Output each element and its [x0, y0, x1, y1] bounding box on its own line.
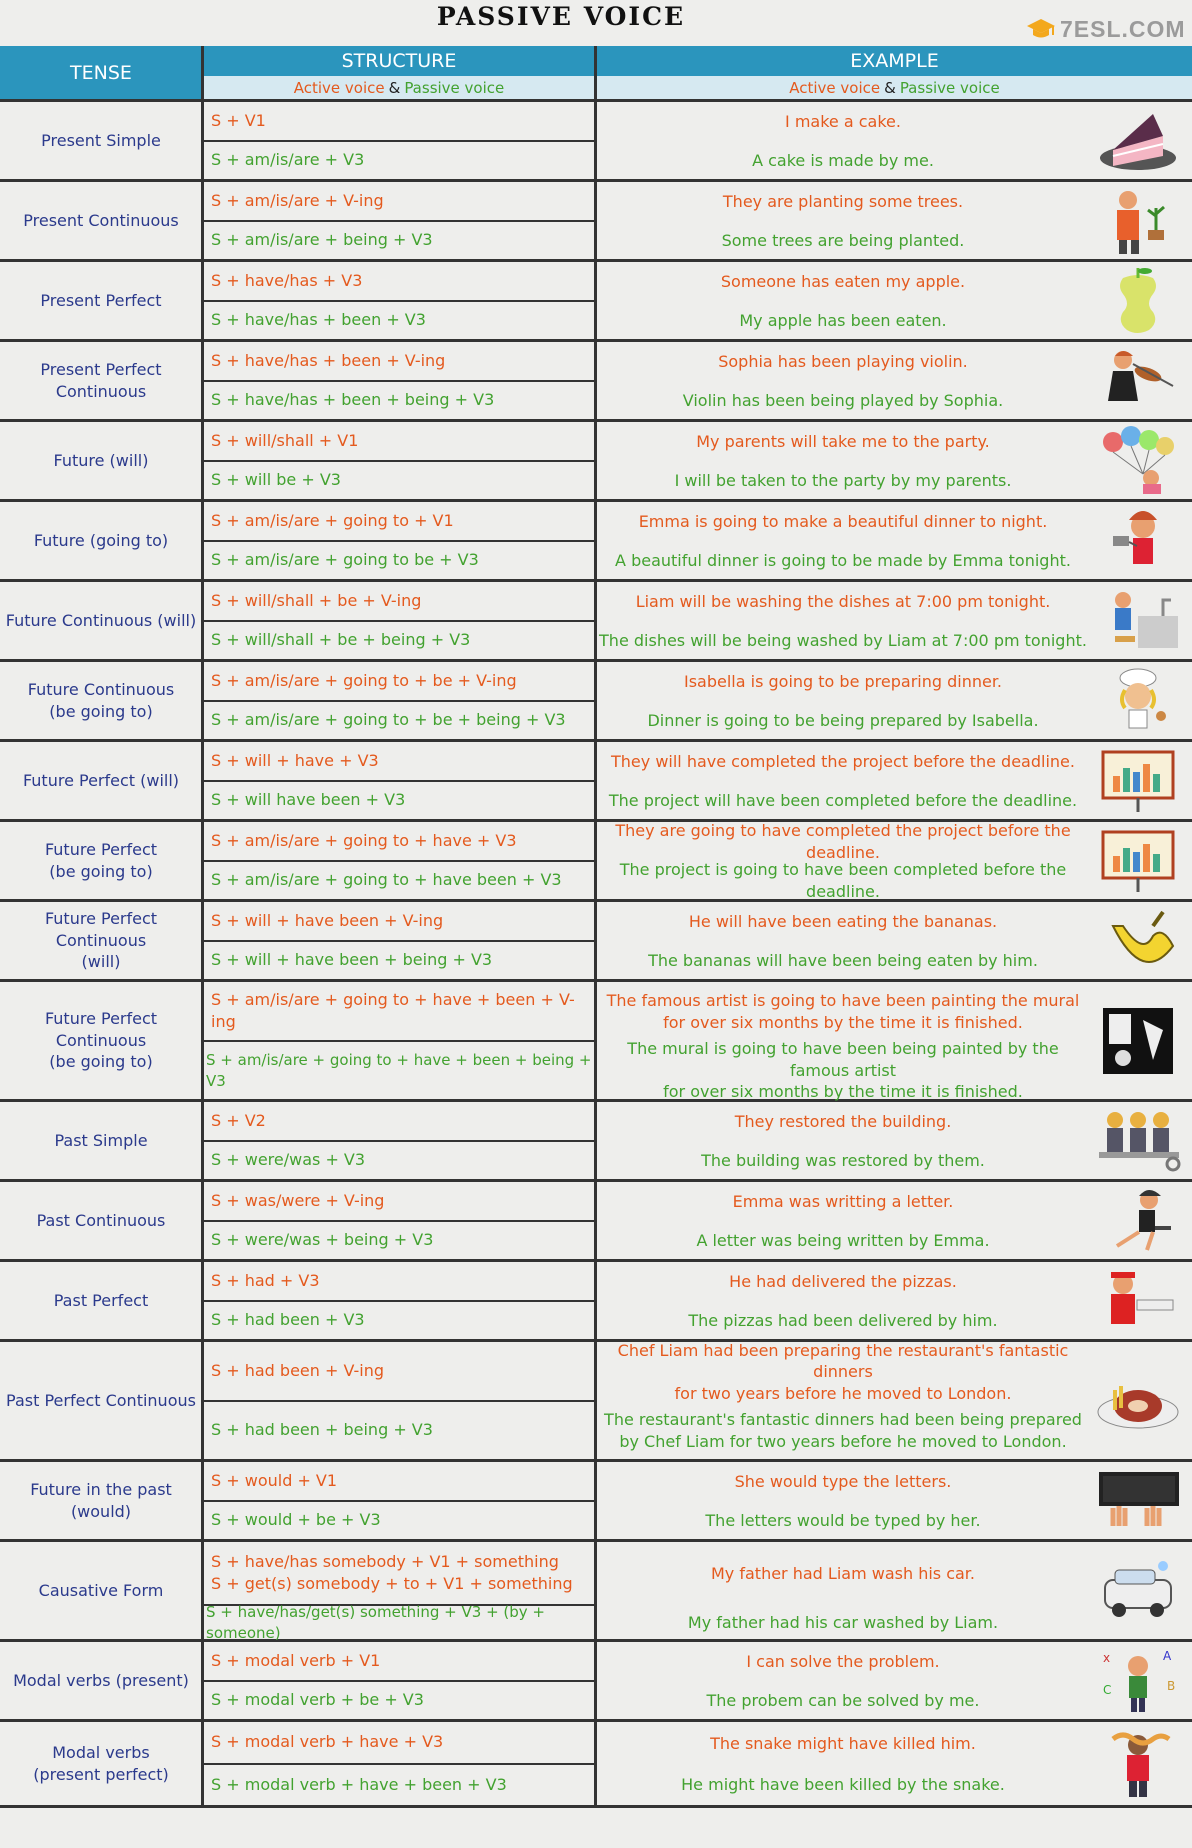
example-active: Isabella is going to be preparing dinner. — [683, 672, 1003, 692]
svg-text:C: C — [1103, 1682, 1112, 1697]
svg-text:A: A — [1163, 1648, 1172, 1663]
example-passive: Violin has been being played by Sophia. — [682, 390, 1004, 410]
structure-passive: S + am/is/are + going to + have + been + being + V3 — [206, 1050, 592, 1090]
structure-active: S + have/has + been + V-ing — [204, 342, 594, 382]
structure-active: S + have/has somebody + V1 + something S + get(s) somebody + to + V1 + something — [204, 1542, 594, 1606]
tense-name: Future Perfect Continuous (be going to) — [44, 1009, 158, 1072]
tense-name: Present Perfect — [40, 290, 162, 310]
structure-passive: S + would + be + V3 — [211, 1510, 381, 1530]
tense-name: Causative Form — [38, 1580, 164, 1600]
ampersand: & — [884, 78, 896, 97]
tense-name: Future Perfect (will) — [22, 770, 180, 790]
example-passive: The project is going to have been completed before the deadline. — [619, 859, 1067, 901]
structure-passive: S + modal verb + be + V3 — [211, 1690, 424, 1710]
chef-girl-icon — [1088, 662, 1188, 739]
example-passive: My apple has been eaten. — [739, 310, 947, 330]
example-active: Emma is going to make a beautiful dinner to night. — [638, 512, 1048, 532]
car-wash-icon — [1088, 1542, 1188, 1639]
structure-active: S + am/is/are + going to + V1 — [204, 502, 594, 542]
steak-dinner-icon — [1088, 1342, 1188, 1459]
page-title: PASSIVE VOICE — [436, 2, 686, 31]
structure-passive: S + will + have been + being + V3 — [211, 950, 493, 970]
example-active: Chef Liam had been preparing the restaurant's fantastic dinners for two years before he moved to London. — [617, 1340, 1069, 1403]
tense-name: Modal verbs (present perfect) — [33, 1742, 169, 1784]
structure-active: S + am/is/are + going to + be + V-ing — [204, 662, 594, 702]
example-passive: The mural is going to have been being painted by the famous artist for over six months by the time it is finished. — [627, 1039, 1059, 1102]
banana-icon — [1088, 902, 1188, 979]
tense-name: Present Simple — [41, 130, 161, 150]
structure-passive: S + have/has + been + being + V3 — [211, 390, 495, 410]
structure-active: S + am/is/are + going to + have + been + V-ing — [204, 982, 594, 1042]
example-active: Sophia has been playing violin. — [718, 352, 968, 372]
example-passive: The restaurant's fantastic dinners had been being prepared by Chef Liam for two years before he moved to London. — [604, 1409, 1082, 1451]
structure-active: S + am/is/are + going to + have + V3 — [204, 822, 594, 862]
active-voice-label: Active voice — [293, 78, 385, 97]
table-row — [0, 1462, 1192, 1542]
example-passive: The dishes will be being washed by Liam at 7:00 pm tonight. — [599, 630, 1087, 650]
active-voice-label: Active voice — [789, 78, 881, 97]
passive-voice-label: Passive voice — [899, 78, 1000, 97]
table-row — [0, 342, 1192, 422]
table-row — [0, 902, 1192, 982]
example-passive: A letter was being written by Emma. — [696, 1230, 990, 1250]
example-passive: The project will have been completed before the deadline. — [608, 790, 1078, 810]
example-passive: A cake is made by me. — [752, 150, 934, 170]
structure-active: S + am/is/are + V-ing — [204, 182, 594, 222]
example-active: Someone has eaten my apple. — [720, 272, 966, 292]
example-passive: The pizzas had been delivered by him. — [688, 1310, 998, 1330]
table-row — [0, 822, 1192, 902]
mural-painting-icon — [1088, 982, 1188, 1099]
example-active: I make a cake. — [785, 112, 901, 132]
tense-name: Modal verbs (present) — [13, 1670, 189, 1690]
cook-girl-icon — [1088, 502, 1188, 579]
example-active: He had delivered the pizzas. — [729, 1272, 957, 1292]
header-tense-label: TENSE — [70, 61, 132, 84]
man-planting-tree-icon — [1088, 182, 1188, 259]
structure-passive: S + am/is/are + going to + have been + V3 — [211, 870, 562, 890]
header-example — [597, 46, 1192, 102]
table-row — [0, 422, 1192, 502]
woman-writing-icon — [1088, 1182, 1188, 1259]
example-passive: I will be taken to the party by my parents. — [674, 470, 1012, 490]
passive-voice-label: Passive voice — [404, 78, 505, 97]
example-passive: A beautiful dinner is going to be made by Emma tonight. — [615, 550, 1071, 570]
example-active: He will have been eating the bananas. — [688, 912, 998, 932]
header-tense — [0, 46, 202, 102]
table-row — [0, 742, 1192, 822]
header-structure-label: STRUCTURE — [341, 50, 457, 72]
svg-text:B: B — [1167, 1678, 1176, 1693]
table-row — [0, 1262, 1192, 1342]
structure-active: S + would + V1 — [204, 1462, 594, 1502]
structure-passive: S + am/is/are + going to be + V3 — [211, 550, 479, 570]
example-passive: The building was restored by them. — [701, 1150, 985, 1170]
example-passive: The letters would be typed by her. — [705, 1510, 981, 1530]
table-row — [0, 502, 1192, 582]
structure-active: S + will/shall + be + V-ing — [204, 582, 594, 622]
structure-active: S + had been + V-ing — [204, 1342, 594, 1402]
header-structure-sub — [204, 76, 594, 99]
tense-name: Present Continuous — [23, 210, 179, 230]
example-active: Liam will be washing the dishes at 7:00 pm tonight. — [635, 592, 1051, 612]
table-row — [0, 262, 1192, 342]
tense-name: Past Perfect Continuous — [6, 1390, 196, 1410]
tense-name: Future Perfect Continuous (will) — [44, 909, 158, 972]
tense-name: Future (going to) — [33, 530, 169, 550]
example-active: They will have completed the project before the deadline. — [611, 752, 1075, 772]
tense-table — [0, 102, 1192, 1808]
structure-passive: S + have/has/get(s) something + V3 + (by + someone) — [206, 1602, 545, 1642]
typing-laptop-icon — [1088, 1462, 1188, 1539]
structure-passive: S + will have been + V3 — [211, 790, 406, 810]
structure-passive: S + am/is/are + being + V3 — [211, 230, 433, 250]
logo — [1026, 14, 1186, 44]
tense-name: Future in the past (would) — [30, 1479, 172, 1521]
table-row — [0, 102, 1192, 182]
example-active: I can solve the problem. — [746, 1652, 940, 1672]
structure-passive: S + have/has + been + V3 — [211, 310, 426, 330]
structure-passive: S + am/is/are + going to + be + being + V3 — [211, 710, 566, 730]
table-row — [0, 182, 1192, 262]
logo-text: 7ESL.COM — [1060, 15, 1186, 42]
svg-text:x: x — [1103, 1650, 1111, 1665]
example-active: They are going to have completed the project before the deadline. — [615, 821, 1071, 862]
example-passive: Dinner is going to be being prepared by Isabella. — [647, 710, 1039, 730]
table-row — [0, 582, 1192, 662]
graduation-cap-icon — [1026, 16, 1056, 42]
structure-passive: S + will/shall + be + being + V3 — [211, 630, 471, 650]
structure-passive: S + had been + V3 — [211, 1310, 365, 1330]
table-row — [0, 1722, 1192, 1808]
presentation-chart-icon — [1088, 822, 1188, 899]
table-row — [0, 662, 1192, 742]
table-row — [0, 1182, 1192, 1262]
header-example-sub — [597, 76, 1192, 99]
structure-active: S + will + have + V3 — [204, 742, 594, 782]
structure-active: S + had + V3 — [204, 1262, 594, 1302]
example-active: My father had Liam wash his car. — [711, 1564, 975, 1584]
tense-name: Future Continuous (be going to) — [27, 679, 175, 721]
structure-passive: S + were/was + V3 — [211, 1150, 366, 1170]
tense-name: Past Perfect — [53, 1290, 149, 1310]
structure-passive: S + had been + being + V3 — [211, 1420, 433, 1440]
structure-active: S + have/has + V3 — [204, 262, 594, 302]
structure-active: S + V2 — [204, 1102, 594, 1142]
table-row — [0, 1102, 1192, 1182]
example-passive: My father had his car washed by Liam. — [687, 1612, 999, 1632]
tense-name: Present Perfect Continuous — [40, 359, 162, 401]
table-row — [0, 982, 1192, 1102]
ampersand: & — [388, 78, 401, 97]
structure-active: S + was/were + V-ing — [204, 1182, 594, 1222]
pizza-delivery-icon — [1088, 1262, 1188, 1339]
tense-name: Past Simple — [54, 1130, 148, 1150]
example-passive: He might have been killed by the snake. — [681, 1775, 1005, 1795]
structure-passive: S + were/was + being + V3 — [211, 1230, 434, 1250]
example-passive: Some trees are being planted. — [721, 230, 965, 250]
example-active: She would type the letters. — [734, 1472, 952, 1492]
table-row — [0, 1642, 1192, 1722]
structure-active: S + modal verb + V1 — [204, 1642, 594, 1682]
structure-active: S + will + have been + V-ing — [204, 902, 594, 942]
eaten-apple-icon — [1088, 262, 1188, 339]
structure-active: S + modal verb + have + V3 — [204, 1722, 594, 1765]
header-structure — [204, 46, 594, 102]
tense-name: Future Continuous (will) — [5, 610, 197, 630]
structure-active: S + V1 — [204, 102, 594, 142]
cake-slice-icon — [1088, 102, 1188, 179]
man-snake-icon — [1088, 1722, 1188, 1805]
structure-passive: S + modal verb + have + been + V3 — [211, 1774, 507, 1794]
table-row — [0, 1342, 1192, 1462]
workers-ribbon-icon — [1088, 1102, 1188, 1179]
structure-active: S + will/shall + V1 — [204, 422, 594, 462]
example-active: The snake might have killed him. — [710, 1733, 976, 1753]
example-active: They are planting some trees. — [722, 192, 964, 212]
structure-passive: S + am/is/are + V3 — [211, 150, 365, 170]
example-active: They restored the building. — [734, 1112, 952, 1132]
tense-name: Past Continuous — [36, 1210, 166, 1230]
structure-passive: S + will be + V3 — [211, 470, 341, 490]
tense-name: Future Perfect (be going to) — [44, 839, 158, 881]
presentation-chart-icon — [1088, 742, 1188, 819]
tense-name: Future (will) — [53, 450, 149, 470]
boy-washing-dishes-icon — [1088, 582, 1188, 659]
example-active: My parents will take me to the party. — [696, 432, 990, 452]
example-active: The famous artist is going to have been painting the mural for over six months by the time it is finished. — [606, 991, 1080, 1032]
table-row — [0, 1542, 1192, 1642]
girl-balloons-icon — [1088, 422, 1188, 499]
violin-player-icon — [1088, 342, 1188, 419]
boy-solving-problem-icon — [1088, 1642, 1188, 1719]
example-passive: The probem can be solved by me. — [706, 1690, 980, 1710]
header-example-label: EXAMPLE — [850, 50, 939, 72]
example-active: Emma was writting a letter. — [732, 1192, 954, 1212]
example-passive: The bananas will have been being eaten by him. — [648, 950, 1038, 970]
